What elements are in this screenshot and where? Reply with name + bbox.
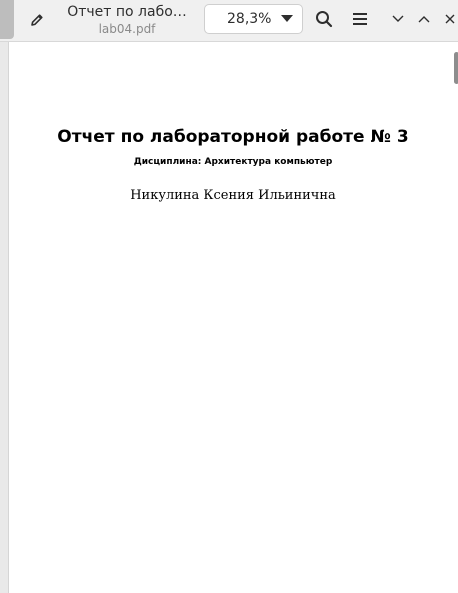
header-bar — [0, 0, 458, 42]
document-area[interactable] — [0, 42, 458, 593]
edit-button[interactable] — [24, 7, 50, 33]
report-author: Никулина Ксения Ильинична — [130, 188, 336, 203]
zoom-value: 28,3% — [227, 11, 272, 27]
file-name: lab04.pdf — [98, 22, 156, 36]
scrollbar-thumb[interactable] — [454, 52, 458, 84]
zoom-select[interactable] — [204, 4, 303, 34]
title-block — [58, 2, 196, 37]
report-discipline: Дисциплина: Архитектура компьютер — [133, 157, 333, 167]
hamburger-menu-icon — [352, 12, 368, 26]
close-button[interactable] — [438, 7, 458, 31]
pdf-page — [8, 42, 458, 593]
report-title: Отчет по лабораторной работе № 3 — [57, 127, 409, 147]
search-icon — [315, 10, 333, 28]
next-match-button[interactable] — [386, 7, 410, 31]
close-icon — [444, 13, 456, 25]
pencil-icon — [29, 12, 45, 28]
sidebar-edge — [0, 0, 14, 39]
chevron-down-icon — [391, 14, 405, 24]
caret-down-icon — [281, 15, 293, 23]
document-title: Отчет по лабо… — [67, 4, 187, 20]
menu-button[interactable] — [348, 7, 372, 31]
prev-match-button[interactable] — [412, 7, 436, 31]
chevron-up-icon — [417, 14, 431, 24]
search-button[interactable] — [312, 7, 336, 31]
